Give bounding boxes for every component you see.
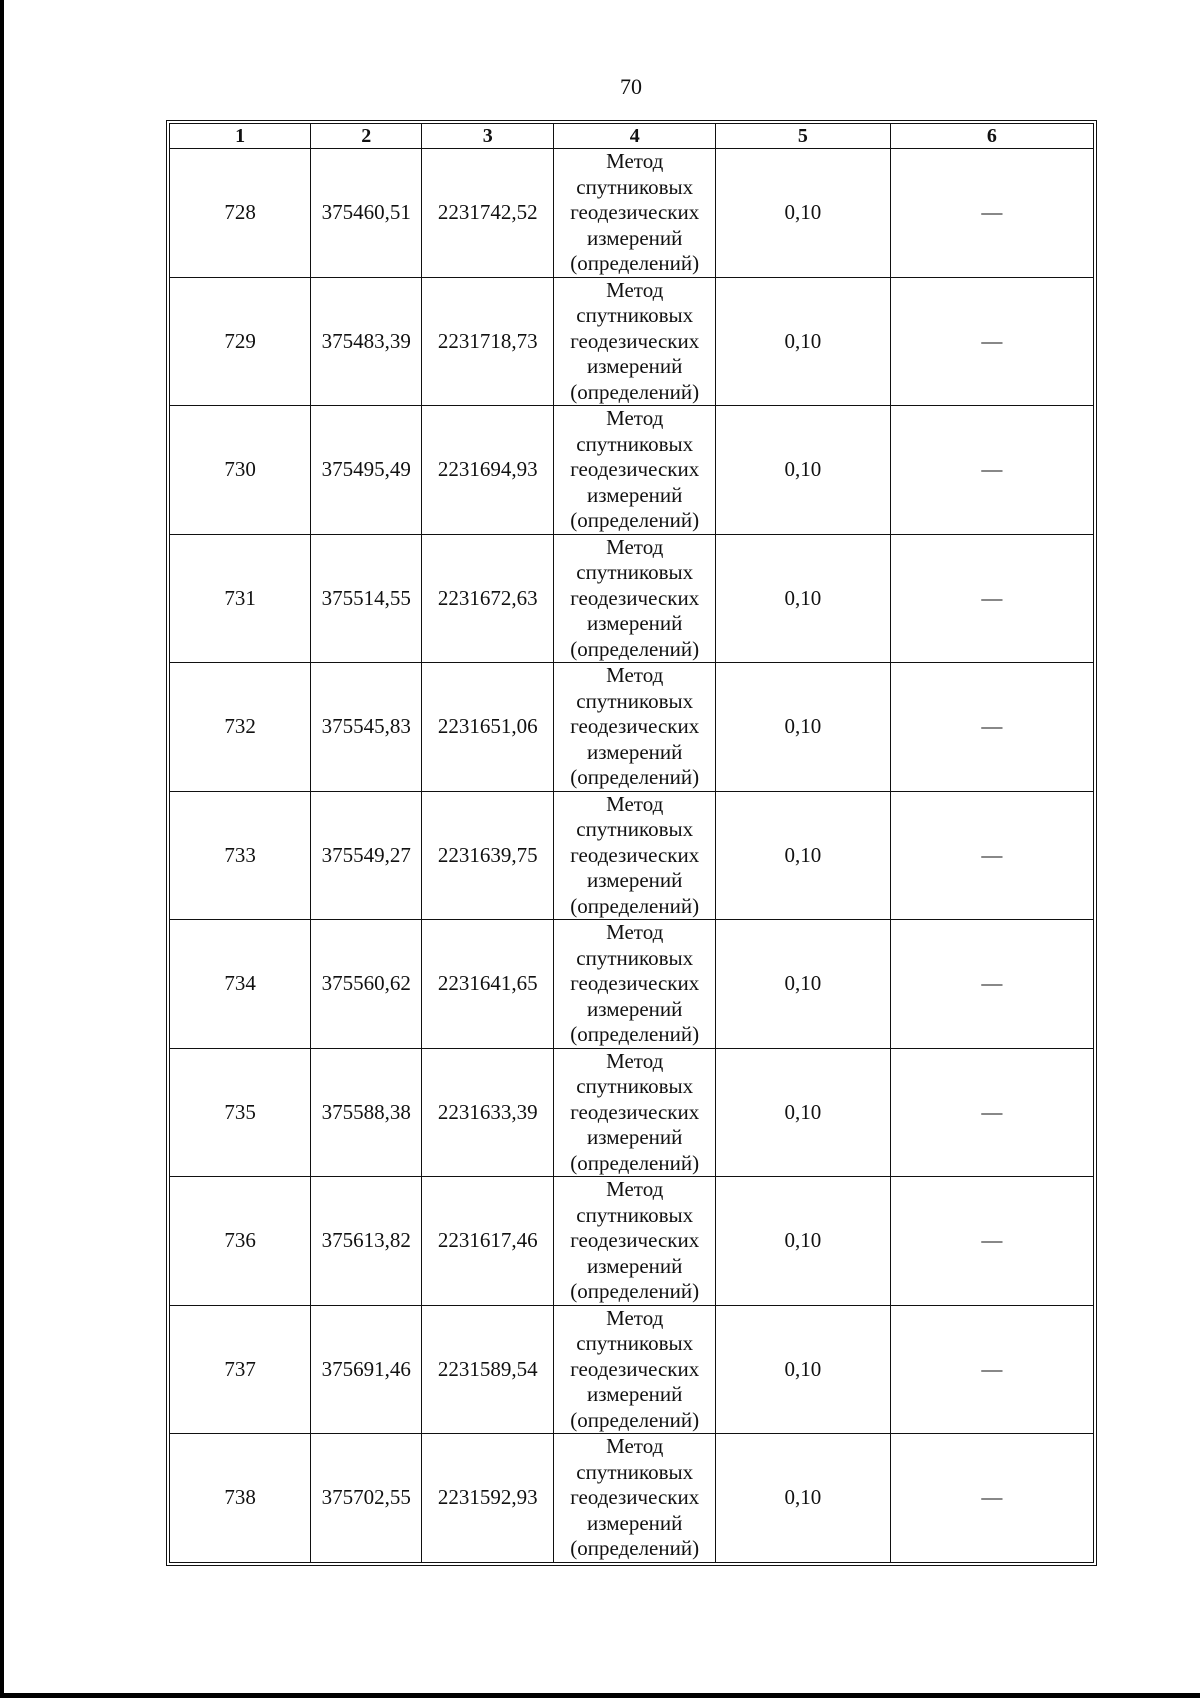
x-coordinate-cell: 375691,46 <box>311 1305 422 1434</box>
table-row <box>170 149 1094 278</box>
method-line: измерений <box>587 225 683 250</box>
table-row <box>170 1177 1094 1306</box>
column-header: 4 <box>554 124 716 149</box>
method-line: измерений <box>587 739 683 764</box>
y-coordinate-cell: 2231592,93 <box>422 1434 554 1563</box>
point-number-cell: 728 <box>170 149 311 278</box>
method-line: (определений) <box>570 893 700 918</box>
point-number-cell: 736 <box>170 1177 311 1306</box>
y-coordinate-cell: 2231633,39 <box>422 1048 554 1177</box>
method-line: измерений <box>587 1125 683 1149</box>
method-line: спутниковых <box>576 303 694 327</box>
method-line: измерений <box>587 1510 683 1535</box>
method-cell <box>554 663 716 792</box>
note-cell: — <box>890 663 1093 792</box>
accuracy-cell: 0,10 <box>716 277 891 406</box>
y-coordinate-cell: 2231718,73 <box>422 277 554 406</box>
point-number-cell: 734 <box>170 920 311 1049</box>
method-line: спутниковых <box>576 431 694 456</box>
method-line: спутниковых <box>576 1331 694 1355</box>
method-cell <box>554 1434 716 1563</box>
method-line: геодезических <box>570 328 700 353</box>
method-line: геодезических <box>570 1356 700 1381</box>
method-cell <box>554 1305 716 1434</box>
accuracy-cell: 0,10 <box>716 663 891 792</box>
y-coordinate-cell: 2231589,54 <box>422 1305 554 1434</box>
method-line: геодезических <box>570 1099 700 1124</box>
table-row <box>170 1305 1094 1434</box>
y-coordinate-cell: 2231617,46 <box>422 1177 554 1306</box>
method-line: спутниковых <box>576 560 694 584</box>
y-coordinate-cell: 2231641,65 <box>422 920 554 1049</box>
note-cell: — <box>890 920 1093 1049</box>
note-cell: — <box>890 406 1093 535</box>
y-coordinate-cell: 2231639,75 <box>422 791 554 920</box>
page-number: 70 <box>620 74 642 99</box>
method-line: Метод <box>606 663 664 687</box>
column-header: 3 <box>422 124 554 149</box>
method-line: Метод <box>606 534 664 559</box>
table-row <box>170 791 1094 920</box>
method-line: геодезических <box>570 457 700 481</box>
point-number-cell: 735 <box>170 1048 311 1177</box>
method-line: Метод <box>606 1305 664 1330</box>
table-row <box>170 277 1094 406</box>
x-coordinate-cell: 375549,27 <box>311 791 422 920</box>
method-cell <box>554 149 716 278</box>
method-line: измерений <box>587 996 683 1021</box>
method-line: (определений) <box>570 1407 700 1432</box>
method-line: геодезических <box>570 1228 700 1252</box>
method-line: геодезических <box>570 1485 700 1509</box>
method-line: Метод <box>606 1048 664 1073</box>
scan-edge-left <box>0 0 4 1698</box>
table-row <box>170 663 1094 792</box>
accuracy-cell: 0,10 <box>716 1177 891 1306</box>
method-line: геодезических <box>570 971 700 995</box>
method-line: (определений) <box>570 636 700 661</box>
method-line: измерений <box>587 354 683 378</box>
x-coordinate-cell: 375495,49 <box>311 406 422 535</box>
accuracy-cell: 0,10 <box>716 1434 891 1563</box>
column-header: 2 <box>311 124 422 149</box>
note-cell: — <box>890 1305 1093 1434</box>
coordinates-table <box>169 123 1094 1563</box>
point-number-cell: 730 <box>170 406 311 535</box>
note-cell: — <box>890 1048 1093 1177</box>
method-line: спутниковых <box>576 817 694 841</box>
note-cell: — <box>890 1434 1093 1563</box>
column-header: 5 <box>716 124 891 149</box>
method-line: Метод <box>606 149 664 173</box>
method-line: геодезических <box>570 842 700 867</box>
x-coordinate-cell: 375613,82 <box>311 1177 422 1306</box>
method-line: Метод <box>606 791 664 816</box>
accuracy-cell: 0,10 <box>716 791 891 920</box>
method-line: (определений) <box>570 1150 700 1175</box>
column-header: 6 <box>890 124 1093 149</box>
table-row <box>170 920 1094 1049</box>
scan-edge-bottom <box>0 1693 1200 1698</box>
method-cell <box>554 920 716 1049</box>
note-cell: — <box>890 149 1093 278</box>
accuracy-cell: 0,10 <box>716 406 891 535</box>
x-coordinate-cell: 375560,62 <box>311 920 422 1049</box>
method-cell <box>554 1048 716 1177</box>
table-body <box>170 149 1094 1563</box>
method-line: измерений <box>587 1382 683 1406</box>
method-cell <box>554 1177 716 1306</box>
method-cell <box>554 277 716 406</box>
table-row <box>170 534 1094 663</box>
note-cell: — <box>890 534 1093 663</box>
method-line: (определений) <box>570 1279 700 1303</box>
table-row <box>170 1434 1094 1563</box>
point-number-cell: 733 <box>170 791 311 920</box>
note-cell: — <box>890 791 1093 920</box>
x-coordinate-cell: 375514,55 <box>311 534 422 663</box>
x-coordinate-cell: 375460,51 <box>311 149 422 278</box>
accuracy-cell: 0,10 <box>716 1305 891 1434</box>
method-line: спутниковых <box>576 1202 694 1227</box>
method-cell <box>554 791 716 920</box>
method-cell <box>554 406 716 535</box>
note-cell: — <box>890 1177 1093 1306</box>
table-row <box>170 1048 1094 1177</box>
method-line: (определений) <box>570 1536 700 1560</box>
method-line: измерений <box>587 482 683 507</box>
y-coordinate-cell: 2231672,63 <box>422 534 554 663</box>
method-line: спутниковых <box>576 688 694 713</box>
y-coordinate-cell: 2231651,06 <box>422 663 554 792</box>
method-line: Метод <box>606 920 664 944</box>
point-number-cell: 737 <box>170 1305 311 1434</box>
coordinates-table-frame <box>166 120 1097 1566</box>
x-coordinate-cell: 375545,83 <box>311 663 422 792</box>
method-line: геодезических <box>570 585 700 610</box>
x-coordinate-cell: 375588,38 <box>311 1048 422 1177</box>
x-coordinate-cell: 375702,55 <box>311 1434 422 1563</box>
method-line: измерений <box>587 611 683 635</box>
method-line: Метод <box>606 1177 664 1201</box>
point-number-cell: 731 <box>170 534 311 663</box>
method-line: спутниковых <box>576 1459 694 1484</box>
method-line: (определений) <box>570 508 700 532</box>
accuracy-cell: 0,10 <box>716 149 891 278</box>
method-line: спутниковых <box>576 174 694 199</box>
method-line: (определений) <box>570 379 700 404</box>
method-line: геодезических <box>570 200 700 224</box>
method-line: (определений) <box>570 765 700 789</box>
method-line: (определений) <box>570 1022 700 1046</box>
accuracy-cell: 0,10 <box>716 534 891 663</box>
table-row <box>170 406 1094 535</box>
method-line: (определений) <box>570 251 700 275</box>
method-line: Метод <box>606 406 664 430</box>
method-line: Метод <box>606 1434 664 1458</box>
point-number-cell: 732 <box>170 663 311 792</box>
method-line: Метод <box>606 277 664 302</box>
method-line: спутниковых <box>576 945 694 970</box>
method-cell <box>554 534 716 663</box>
note-cell: — <box>890 277 1093 406</box>
method-line: измерений <box>587 868 683 892</box>
point-number-cell: 729 <box>170 277 311 406</box>
method-line: измерений <box>587 1253 683 1278</box>
column-header: 1 <box>170 124 311 149</box>
accuracy-cell: 0,10 <box>716 920 891 1049</box>
y-coordinate-cell: 2231694,93 <box>422 406 554 535</box>
method-line: геодезических <box>570 714 700 738</box>
table-header-row <box>170 124 1094 149</box>
accuracy-cell: 0,10 <box>716 1048 891 1177</box>
x-coordinate-cell: 375483,39 <box>311 277 422 406</box>
point-number-cell: 738 <box>170 1434 311 1563</box>
y-coordinate-cell: 2231742,52 <box>422 149 554 278</box>
method-line: спутниковых <box>576 1074 694 1098</box>
